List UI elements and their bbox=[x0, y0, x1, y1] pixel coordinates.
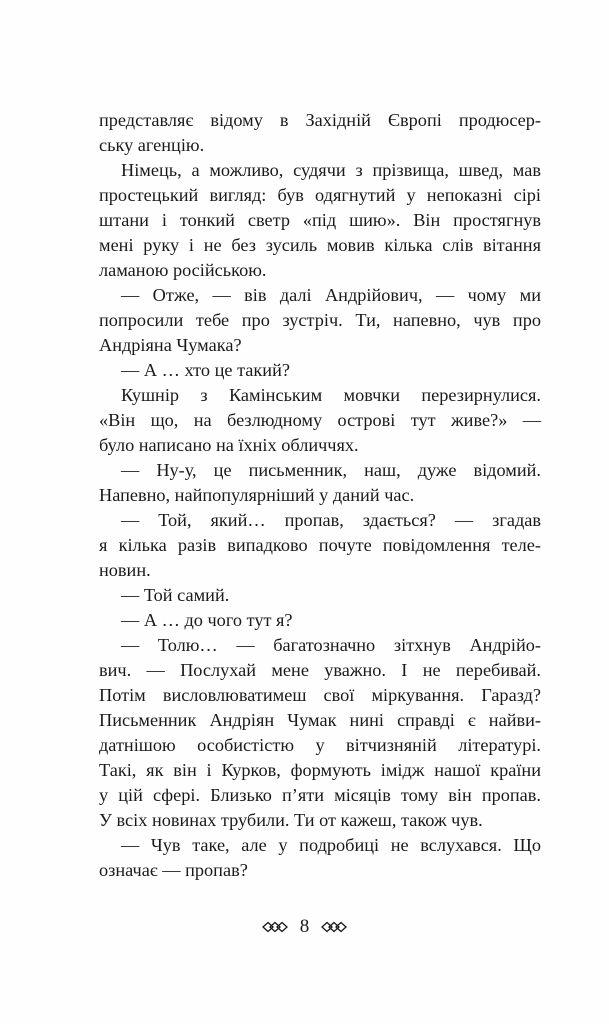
text-line: Кушнір з Камінським мовчки перезирнулися. bbox=[121, 385, 541, 405]
text-line: у цій сфері. Близько п’яти місяців тому він пропав. bbox=[99, 785, 541, 805]
text-line: — А … до чого тут я? bbox=[121, 610, 293, 630]
text-line: новин. bbox=[99, 560, 151, 580]
text-line: ламаною російською. bbox=[99, 260, 267, 280]
text-line: я кілька разів випадково почуте повідомлення теле- bbox=[99, 535, 541, 555]
text-line: вич. — Послухай мене уважно. І не перебивай. bbox=[99, 660, 541, 680]
ornament-right-icon bbox=[321, 921, 347, 933]
text-line: — Ну-у, це письменник, наш, дуже відомий. bbox=[121, 460, 541, 480]
text-line: Письменник Андріян Чумак нині справді є найви- bbox=[99, 710, 541, 730]
text-line: було написано на їхніх обличчях. bbox=[99, 435, 359, 455]
ornament-left-icon bbox=[262, 921, 288, 933]
text-line: представляє відому в Західній Європі продюсер- bbox=[99, 110, 541, 130]
text-line: Андріяна Чумака? bbox=[99, 335, 242, 355]
text-line: Напевно, найпопулярніший у даний час. bbox=[99, 485, 415, 505]
text-line: мені руку і не без зусиль мовив кілька слів вітання bbox=[99, 235, 541, 255]
text-line: — Отже, — вів далі Андрійович, — чому ми bbox=[121, 285, 541, 305]
text-line: штани і тонкий светр «під шию». Він простягнув bbox=[99, 210, 541, 230]
text-line: У всіх новинах трубили. Ти от кажеш, також чув. bbox=[99, 810, 483, 830]
text-line: — Той, який… пропав, здається? — згадав bbox=[121, 510, 541, 530]
text-line: попросили тебе про зустріч. Ти, напевно, чув про bbox=[99, 310, 541, 330]
page-body bbox=[99, 108, 541, 883]
text-line: Німець, а можливо, судячи з прізвища, швед, мав bbox=[121, 160, 541, 180]
text-line: означає — пропав? bbox=[99, 860, 248, 880]
text-line: — Той самий. bbox=[121, 585, 230, 605]
text-line: Потім висловлюватимеш свої міркування. Гаразд? bbox=[99, 685, 541, 705]
text-line: «Він що, на безлюдному острові тут живе?» — bbox=[99, 410, 541, 430]
text-line: — А … хто це такий? bbox=[121, 360, 290, 380]
page-footer bbox=[0, 914, 609, 939]
text-line: — Чув таке, але у подробиці не вслухався. Що bbox=[121, 835, 541, 855]
text-line: Такі, як він і Курков, формують імідж нашої країни bbox=[99, 760, 541, 780]
text-line: датнішою особистістю у вітчизняній літературі. bbox=[99, 735, 541, 755]
text-line: ську агенцію. bbox=[99, 135, 205, 155]
text-line: — Толю… — багатозначно зітхнув Андрійо- bbox=[121, 635, 541, 655]
page-number: 8 bbox=[299, 915, 310, 937]
text-line: простецький вигляд: був одягнутий у непоказні сірі bbox=[99, 185, 541, 205]
